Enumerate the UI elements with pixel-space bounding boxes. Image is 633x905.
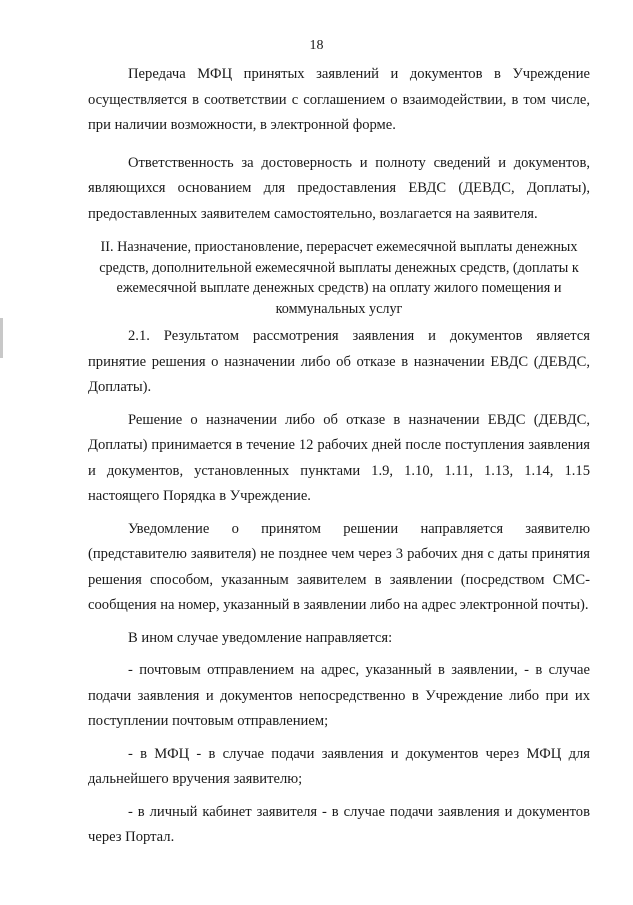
list-item-postal: - почтовым отправлением на адрес, указанный в заявлении, - в случае подачи заявления и документов непосредственно в Учреждение либо при их поступлении почтовым отправлением; — [88, 662, 590, 729]
intro-text-block — [88, 62, 590, 227]
list-item-personal-account: - в личный кабинет заявителя - в случае подачи заявления и документов через Портал. — [88, 803, 590, 845]
section-heading: II. Назначение, приостановление, перерасчет ежемесячной выплаты денежных средств, дополнительной ежемесячной выплаты денежных средств, (доплаты к ежемесячной выплате денежных средств) на оплату жилого помещения и коммунальных услуг — [99, 239, 579, 317]
paragraph-2-1-result: 2.1. Результатом рассмотрения заявления и документов является принятие решения о назначении либо об отказе в назначении ЕВДС (ДЕВДС, Доплаты). — [88, 328, 590, 395]
paragraph-responsibility: Ответственность за достоверность и полноту сведений и документов, являющихся основанием для предоставления ЕВДС (ДЕВДС, Доплаты), предоставленных заявителем самостоятельно, возлагается на заявителя. — [88, 154, 590, 222]
paragraph-notification: Уведомление о принятом решении направляется заявителю (представителю заявителя) не позднее чем через 3 рабочих дня с даты принятия решения способом, указанным заявителем в заявлении (посредством СМС-сообщения на номер, указанный в заявлении либо на адрес электронной почты). — [88, 520, 590, 613]
paragraph-transfer-documents: Передача МФЦ принятых заявлений и документов в Учреждение осуществляется в соответствии с соглашением о взаимодействии, в том числе, при наличии возможности, в электронной форме. — [88, 66, 590, 133]
paragraph-otherwise: В ином случае уведомление направляется: — [128, 629, 393, 646]
list-item-mfc: - в МФЦ - в случае подачи заявления и документов через МФЦ для дальнейшего вручения заявителю; — [88, 745, 590, 787]
section-text-block — [88, 324, 590, 851]
page-number: 18 — [309, 38, 324, 53]
paragraph-decision-term: Решение о назначении либо об отказе в назначении ЕВДС (ДЕВДС, Доплаты) принимается в течение 12 рабочих дней после поступления заявления и документов, установленных пунктами 1.9, 1.10, 1.11, 1.13, 1.14, 1.15 настоящего Порядка в Учреждение. — [88, 411, 590, 504]
scan-margin-mark — [0, 318, 3, 358]
